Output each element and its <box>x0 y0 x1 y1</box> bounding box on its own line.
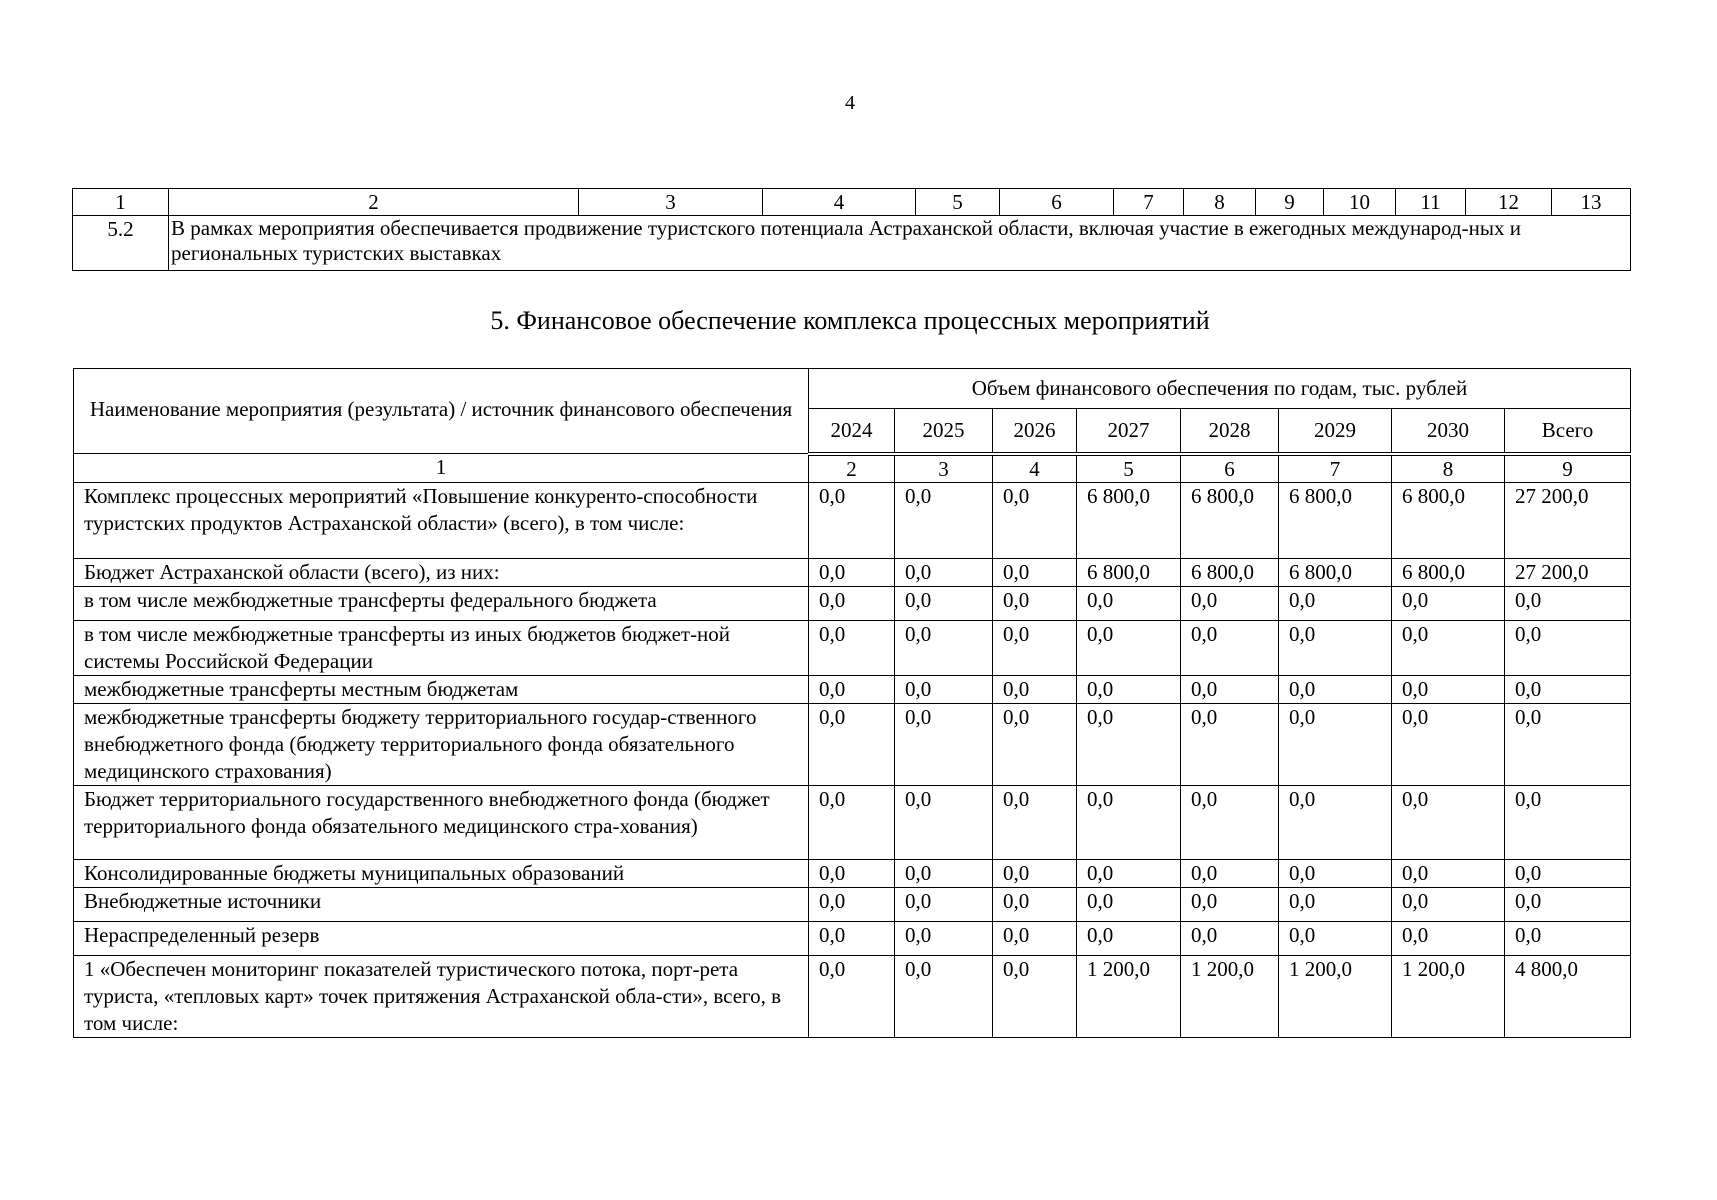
finance-row-value: 0,0 <box>993 482 1077 558</box>
finance-row-value: 0,0 <box>1077 785 1181 859</box>
year-header: 2027 <box>1077 408 1181 453</box>
finance-table <box>73 368 1631 1038</box>
column-number: 9 <box>1256 189 1324 216</box>
finance-row-value: 0,0 <box>1392 703 1505 785</box>
finance-row-value: 0,0 <box>993 620 1077 675</box>
finance-row-value: 0,0 <box>1181 620 1279 675</box>
finance-row-value: 1 200,0 <box>1077 955 1181 1037</box>
column-number: 2 <box>169 189 579 216</box>
finance-row-value: 0,0 <box>1077 703 1181 785</box>
year-header: 2028 <box>1181 408 1279 453</box>
finance-row-value: 0,0 <box>1181 887 1279 921</box>
finance-row <box>74 586 1631 620</box>
finance-row-value: 0,0 <box>895 558 993 586</box>
finance-row-value: 0,0 <box>895 955 993 1037</box>
section-title: 5. Финансовое обеспечение комплекса процессных мероприятий <box>490 306 1210 335</box>
year-header: 2030 <box>1392 408 1505 453</box>
year-header: 2025 <box>895 408 993 453</box>
finance-row-value: 0,0 <box>1392 785 1505 859</box>
column-number: 7 <box>1279 454 1392 483</box>
finance-row-total: 0,0 <box>1505 887 1631 921</box>
finance-row-value: 0,0 <box>809 675 895 703</box>
finance-row-value: 0,0 <box>809 586 895 620</box>
finance-row-name: Комплекс процессных мероприятий «Повышение конкуренто-способности туристских продуктов Астраханской области» (всего), в том числе: <box>74 482 809 558</box>
finance-row-value: 0,0 <box>809 921 895 955</box>
finance-row-value: 0,0 <box>895 675 993 703</box>
finance-row-value: 0,0 <box>993 785 1077 859</box>
finance-row-value: 6 800,0 <box>1279 558 1392 586</box>
finance-row-total: 4 800,0 <box>1505 955 1631 1037</box>
finance-row-value: 0,0 <box>1181 785 1279 859</box>
finance-row-value: 0,0 <box>809 482 895 558</box>
column-number: 9 <box>1505 454 1631 483</box>
finance-row-total: 0,0 <box>1505 921 1631 955</box>
top-table-column-numbers <box>73 189 1631 216</box>
finance-row-value: 0,0 <box>1279 675 1392 703</box>
finance-row-total: 0,0 <box>1505 675 1631 703</box>
finance-row-value: 0,0 <box>1279 887 1392 921</box>
finance-row-value: 0,0 <box>1181 703 1279 785</box>
column-number: 1 <box>74 454 809 483</box>
finance-row-value: 0,0 <box>1077 675 1181 703</box>
column-number: 6 <box>1181 454 1279 483</box>
finance-row-value: 0,0 <box>1279 703 1392 785</box>
finance-row-total: 0,0 <box>1505 859 1631 887</box>
finance-row-name: межбюджетные трансферты местным бюджетам <box>74 675 809 703</box>
row-description: В рамках мероприятия обеспечивается продвижение туристского потенциала Астраханской области, включая участие в ежегодных международ-ных и региональных туристских выставках <box>169 216 1631 271</box>
finance-row <box>74 620 1631 675</box>
row-number: 5.2 <box>73 216 169 271</box>
top-table <box>72 188 1631 271</box>
column-number: 2 <box>809 454 895 483</box>
finance-row-total: 0,0 <box>1505 586 1631 620</box>
year-header: 2024 <box>809 408 895 453</box>
finance-row <box>74 482 1631 558</box>
finance-row <box>74 785 1631 859</box>
finance-row-value: 0,0 <box>1181 921 1279 955</box>
finance-row-value: 0,0 <box>993 859 1077 887</box>
finance-row-value: 0,0 <box>1181 675 1279 703</box>
column-number: 5 <box>916 189 1000 216</box>
finance-row-value: 6 800,0 <box>1077 482 1181 558</box>
finance-row-total: 0,0 <box>1505 620 1631 675</box>
finance-row-value: 0,0 <box>809 887 895 921</box>
column-number: 1 <box>73 189 169 216</box>
finance-row-value: 0,0 <box>1077 887 1181 921</box>
finance-row-value: 0,0 <box>895 785 993 859</box>
finance-row-name: Нераспределенный резерв <box>74 921 809 955</box>
finance-row-value: 0,0 <box>1077 921 1181 955</box>
finance-row-value: 0,0 <box>993 558 1077 586</box>
finance-row-value: 0,0 <box>1279 785 1392 859</box>
finance-row-value: 1 200,0 <box>1392 955 1505 1037</box>
year-header: 2026 <box>993 408 1077 453</box>
finance-row-value: 0,0 <box>1392 675 1505 703</box>
finance-row-value: 6 800,0 <box>1279 482 1392 558</box>
finance-row-value: 1 200,0 <box>1279 955 1392 1037</box>
finance-row-value: 1 200,0 <box>1181 955 1279 1037</box>
finance-row-name: межбюджетные трансферты бюджету территориального государ-ственного внебюджетного фонда (бюджету территориального фонда обязательного медицинского страхования) <box>74 703 809 785</box>
finance-row-value: 0,0 <box>1279 921 1392 955</box>
column-number: 6 <box>1000 189 1114 216</box>
finance-row-name: Бюджет Астраханской области (всего), из них: <box>74 558 809 586</box>
finance-row-total: 27 200,0 <box>1505 482 1631 558</box>
finance-row-value: 0,0 <box>1392 887 1505 921</box>
column-number: 8 <box>1184 189 1256 216</box>
finance-row-value: 0,0 <box>1181 586 1279 620</box>
finance-row-value: 0,0 <box>1181 859 1279 887</box>
finance-row-value: 0,0 <box>993 955 1077 1037</box>
finance-row-value: 0,0 <box>895 887 993 921</box>
finance-row-value: 0,0 <box>895 921 993 955</box>
finance-row-value: 0,0 <box>809 955 895 1037</box>
finance-row-value: 0,0 <box>809 703 895 785</box>
finance-row-value: 0,0 <box>809 785 895 859</box>
finance-row-value: 6 800,0 <box>1392 558 1505 586</box>
finance-row-value: 0,0 <box>1077 859 1181 887</box>
finance-row-value: 0,0 <box>993 887 1077 921</box>
finance-row <box>74 859 1631 887</box>
finance-row-value: 0,0 <box>1392 586 1505 620</box>
name-column-header: Наименование мероприятия (результата) / источник финансового обеспечения <box>74 369 809 454</box>
finance-row-value: 0,0 <box>809 859 895 887</box>
column-number: 12 <box>1466 189 1552 216</box>
finance-row-value: 0,0 <box>895 859 993 887</box>
finance-row-name: в том числе межбюджетные трансферты из иных бюджетов бюджет-ной системы Российской Федерации <box>74 620 809 675</box>
finance-row <box>74 675 1631 703</box>
finance-row-name: в том числе межбюджетные трансферты федерального бюджета <box>74 586 809 620</box>
finance-row-value: 0,0 <box>895 703 993 785</box>
finance-row <box>74 955 1631 1037</box>
total-header: Всего <box>1505 408 1631 453</box>
finance-row-value: 0,0 <box>809 558 895 586</box>
finance-row-value: 0,0 <box>895 620 993 675</box>
column-number: 3 <box>579 189 763 216</box>
finance-row-name: 1 «Обеспечен мониторинг показателей туристического потока, порт-рета туриста, «тепловых карт» точек притяжения Астраханской обла-сти», всего, в том числе: <box>74 955 809 1037</box>
finance-row-value: 0,0 <box>993 703 1077 785</box>
finance-row-value: 0,0 <box>1279 586 1392 620</box>
finance-row-value: 0,0 <box>809 620 895 675</box>
finance-row <box>74 887 1631 921</box>
column-number: 7 <box>1114 189 1184 216</box>
column-number: 13 <box>1552 189 1631 216</box>
column-number: 4 <box>763 189 916 216</box>
column-number: 11 <box>1396 189 1466 216</box>
finance-row-value: 6 800,0 <box>1181 558 1279 586</box>
top-table-row <box>73 216 1631 271</box>
finance-row-value: 0,0 <box>1279 859 1392 887</box>
finance-row-value: 6 800,0 <box>1392 482 1505 558</box>
finance-row <box>74 703 1631 785</box>
finance-row-name: Внебюджетные источники <box>74 887 809 921</box>
finance-row-value: 0,0 <box>993 586 1077 620</box>
finance-row-total: 0,0 <box>1505 785 1631 859</box>
column-number: 10 <box>1324 189 1396 216</box>
finance-row-value: 0,0 <box>993 921 1077 955</box>
finance-row-value: 0,0 <box>1279 620 1392 675</box>
finance-row-value: 0,0 <box>1392 921 1505 955</box>
volume-header: Объем финансового обеспечения по годам, тыс. рублей <box>809 369 1631 409</box>
finance-row-name: Консолидированные бюджеты муниципальных образований <box>74 859 809 887</box>
finance-row-value: 6 800,0 <box>1181 482 1279 558</box>
column-number: 8 <box>1392 454 1505 483</box>
year-header: 2029 <box>1279 408 1392 453</box>
finance-row-total: 27 200,0 <box>1505 558 1631 586</box>
finance-row-total: 0,0 <box>1505 703 1631 785</box>
finance-row-value: 0,0 <box>1077 620 1181 675</box>
page-number: 4 <box>845 92 855 114</box>
finance-row-value: 0,0 <box>1392 620 1505 675</box>
finance-row-value: 6 800,0 <box>1077 558 1181 586</box>
finance-row <box>74 921 1631 955</box>
column-number: 3 <box>895 454 993 483</box>
column-number: 5 <box>1077 454 1181 483</box>
finance-row-value: 0,0 <box>1077 586 1181 620</box>
finance-column-numbers <box>74 454 1631 483</box>
finance-row-value: 0,0 <box>895 482 993 558</box>
finance-row <box>74 558 1631 586</box>
finance-row-value: 0,0 <box>895 586 993 620</box>
finance-row-name: Бюджет территориального государственного внебюджетного фонда (бюджет территориального фонда обязательного медицинского стра-хования) <box>74 785 809 859</box>
finance-row-value: 0,0 <box>1392 859 1505 887</box>
column-number: 4 <box>993 454 1077 483</box>
finance-row-value: 0,0 <box>993 675 1077 703</box>
